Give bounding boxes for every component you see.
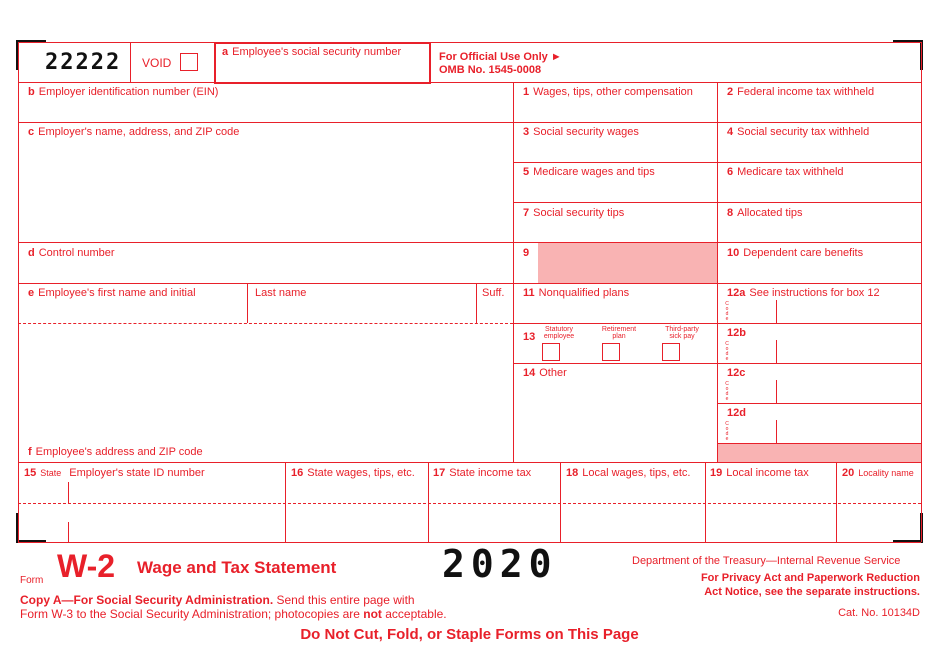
divider-e-lastname — [247, 283, 248, 323]
statutory-employee-checkbox[interactable] — [542, 343, 560, 361]
form-name: W-2 — [57, 548, 116, 584]
void-label: VOID — [142, 56, 172, 70]
box-18-label[interactable]: 18 Local wages, tips, etc. — [566, 467, 691, 479]
box-20-label[interactable]: 20 Locality name — [842, 467, 914, 479]
box-12b-tick — [776, 340, 777, 363]
box-12c-tick — [776, 380, 777, 403]
retirement-plan-label: Retirement plan — [601, 326, 637, 340]
box-a-label: a Employee's social security number — [222, 46, 402, 58]
line-3-bottom — [513, 162, 921, 163]
box-8-label[interactable]: 8 Allocated tips — [727, 207, 803, 219]
frame-top — [18, 42, 921, 43]
line-b-bottom — [18, 122, 921, 123]
box-14-label[interactable]: 14 Other — [523, 367, 567, 379]
copy-a-line-2: Form W-3 to the Social Security Administration; photocopies are not acceptable. — [20, 607, 447, 621]
box-d-label[interactable]: d Control number — [28, 247, 115, 259]
box-e-label[interactable]: e Employee's first name and initial — [28, 287, 196, 299]
omb-number: OMB No. 1545-0008 — [439, 64, 542, 76]
line-13-bottom — [513, 363, 921, 364]
third-party-sick-pay-label: Third-party sick pay — [665, 326, 699, 340]
do-not-cut-warning: Do Not Cut, Fold, or Staple Forms on This Page — [300, 626, 639, 643]
box-12d-label[interactable]: 12d — [727, 407, 746, 419]
line-c-bottom — [18, 242, 513, 243]
box-5-label[interactable]: 5 Medicare wages and tips — [523, 166, 655, 178]
suffix-label[interactable]: Suff. — [482, 287, 505, 299]
state-divider-20 — [836, 462, 837, 542]
box-12d-shaded — [718, 443, 921, 462]
void-checkbox[interactable] — [180, 53, 198, 71]
box-4-label[interactable]: 4 Social security tax withheld — [727, 126, 870, 138]
box-6-label[interactable]: 6 Medicare tax withheld — [727, 166, 844, 178]
state-divider-16 — [285, 462, 286, 542]
frame-right — [921, 42, 922, 542]
catalog-number: Cat. No. 10134D — [838, 607, 920, 619]
box-9-label[interactable]: 9 — [523, 247, 530, 259]
line-11-bottom — [513, 323, 921, 324]
divider-middle-right — [717, 82, 718, 462]
state-divider-19 — [705, 462, 706, 542]
box-12a-tick — [776, 300, 777, 323]
privacy-notice-line-2: Act Notice, see the separate instructions. — [704, 586, 920, 598]
state-tick-bottom — [68, 522, 69, 542]
line-e-bottom-dashed — [18, 323, 513, 324]
box-f-label[interactable]: f Employee's address and ZIP code — [28, 446, 203, 458]
form-control-code: 22222 — [45, 50, 122, 75]
box-c-label[interactable]: c Employer's name, address, and ZIP code — [28, 126, 240, 138]
privacy-notice-line-1: For Privacy Act and Paperwork Reduction — [700, 572, 920, 584]
box-12c-label[interactable]: 12c — [727, 367, 746, 379]
frame-left — [18, 42, 19, 542]
box-10-label[interactable]: 10 Dependent care benefits — [727, 247, 864, 259]
retirement-plan-checkbox[interactable] — [602, 343, 620, 361]
divider-left-middle — [513, 82, 514, 462]
line-5-bottom — [513, 202, 921, 203]
box-11-label[interactable]: 11 Nonqualified plans — [523, 287, 630, 299]
box-13-number: 13 — [523, 331, 536, 343]
box-2-label[interactable]: 2 Federal income tax withheld — [727, 86, 875, 98]
box-b-label[interactable]: b Employer identification number (EIN) — [28, 86, 219, 98]
form-word: Form — [20, 575, 44, 586]
row-top-bottom — [18, 82, 921, 83]
last-name-label[interactable]: Last name — [255, 287, 307, 299]
box-12b-label[interactable]: 12b — [727, 327, 746, 339]
box-9-shaded — [538, 243, 717, 283]
box-17-label[interactable]: 17 State income tax — [433, 467, 532, 479]
line-d-bottom — [18, 283, 513, 284]
divider-lastname-suffix — [476, 283, 477, 323]
department-label: Department of the Treasury—Internal Revenue Service — [632, 555, 901, 567]
box-16-label[interactable]: 16 State wages, tips, etc. — [291, 467, 415, 479]
line-f-bottom — [18, 462, 921, 463]
box-12b-code: C o d e — [725, 341, 729, 362]
form-title: Wage and Tax Statement — [137, 558, 337, 577]
box-12d-code: C o d e — [725, 421, 729, 442]
box-12c-code: C o d e — [725, 381, 729, 402]
state-divider-18 — [560, 462, 561, 542]
state-divider-17 — [428, 462, 429, 542]
tax-year: 2020 — [442, 542, 558, 586]
box-12d-tick — [776, 420, 777, 443]
top-divider-1 — [130, 42, 131, 82]
official-use-label: For Official Use Only ► — [439, 51, 562, 63]
copy-a-line-1: Copy A—For Social Security Administration. Send this entire page with — [20, 593, 415, 607]
box-12a-label[interactable]: 12a See instructions for box 12 — [727, 287, 880, 299]
box-7-label[interactable]: 7 Social security tips — [523, 207, 625, 219]
line-12c-bottom — [717, 403, 921, 404]
state-tick-top — [68, 482, 69, 503]
third-party-sick-pay-checkbox[interactable] — [662, 343, 680, 361]
line-9-bottom — [513, 283, 921, 284]
statutory-employee-label: Statutory employee — [543, 326, 575, 340]
box-19-label[interactable]: 19 Local income tax — [710, 467, 809, 479]
state-row-dashed — [18, 503, 921, 504]
box-1-label[interactable]: 1 Wages, tips, other compensation — [523, 86, 693, 98]
box-3-label[interactable]: 3 Social security wages — [523, 126, 639, 138]
box-15-label[interactable]: 15 State Employer's state ID number — [24, 467, 205, 479]
box-12a-code: C o d e — [725, 301, 729, 322]
line-7-bottom — [513, 242, 921, 243]
line-12d-bottom — [717, 443, 921, 444]
